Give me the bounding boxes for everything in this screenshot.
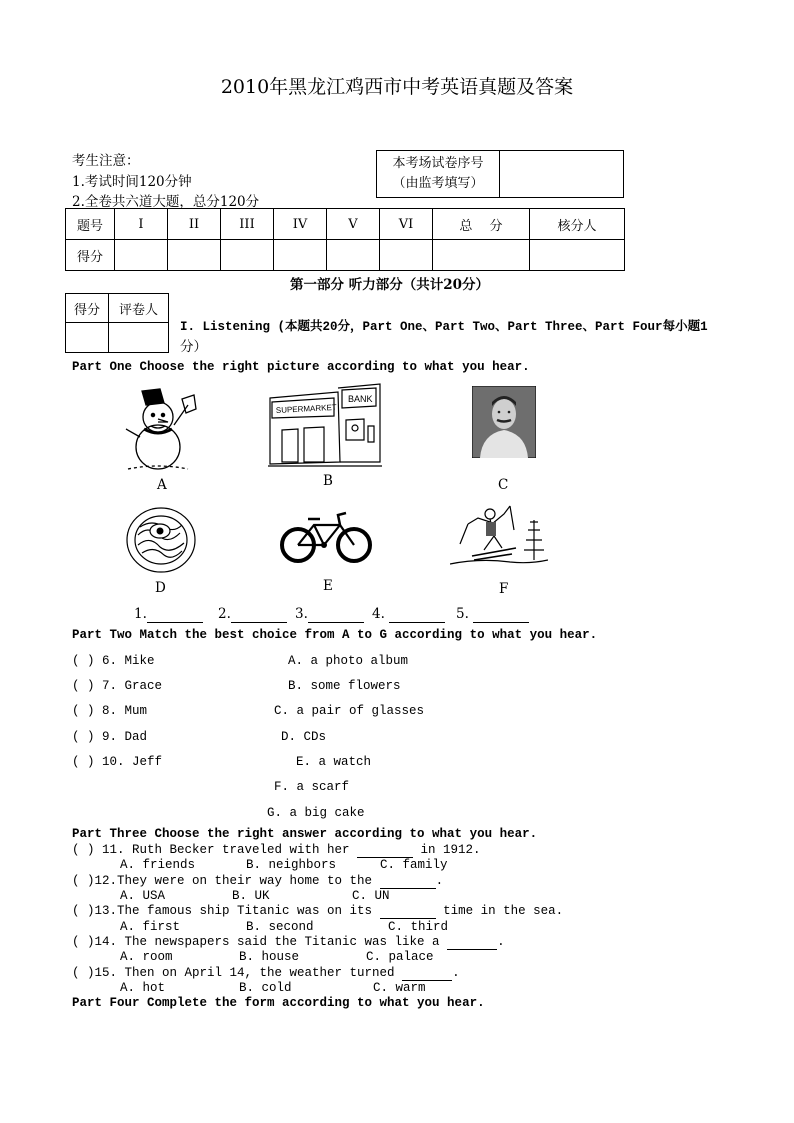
score-cell[interactable]	[380, 240, 433, 271]
score-row-label: 得分	[66, 240, 115, 271]
score-cell[interactable]	[530, 240, 625, 271]
answer-number: 3.	[295, 606, 308, 622]
option: B. neighbors	[246, 858, 337, 872]
question-text: time in the sea.	[435, 904, 564, 918]
question-text: ( )14. The newspapers said the Titanic was like a	[72, 935, 448, 949]
question-text: ( )15. Then on April 14, the weather turned	[72, 966, 403, 980]
question	[72, 966, 460, 981]
score-cell[interactable]	[327, 240, 380, 271]
question-text: ( )13.The famous ship Titanic was on its	[72, 904, 380, 918]
answer-number: 2.	[218, 606, 231, 622]
bicycle-icon	[278, 505, 374, 565]
skier-icon	[450, 500, 548, 570]
match-item: ( ) 10. Jeff	[72, 755, 163, 769]
question-blank[interactable]	[380, 904, 436, 919]
question	[72, 843, 481, 858]
score-header: 核分人	[530, 209, 625, 240]
option: B. second	[246, 920, 314, 934]
answer-blank[interactable]	[231, 606, 287, 623]
score-header: 题号	[66, 209, 115, 240]
question-text: .	[497, 935, 505, 949]
match-item: ( ) 9. Dad	[72, 730, 148, 744]
score-header: IV	[274, 209, 327, 240]
option: B. cold	[239, 981, 292, 995]
picture-letter: A	[157, 477, 167, 493]
grader-box	[65, 293, 169, 353]
question-blank[interactable]	[447, 935, 497, 950]
part-heading: 第一部分 听力部分（共计20分）	[290, 277, 489, 293]
option: C. third	[388, 920, 449, 934]
match-item: ( ) 6. Mike	[72, 654, 155, 668]
notice-heading: 考生注意：	[72, 153, 140, 169]
answer-blank[interactable]	[389, 606, 445, 623]
question	[72, 935, 505, 950]
answer-line	[456, 606, 529, 623]
option: B. UK	[232, 889, 270, 903]
serial-box	[376, 150, 624, 198]
option: C. warm	[373, 981, 426, 995]
option: C. family	[380, 858, 448, 872]
score-header: II	[168, 209, 221, 240]
serial-field[interactable]	[500, 151, 624, 198]
supermarket-bank-icon	[268, 382, 382, 468]
bank-sign: BANK	[348, 394, 373, 404]
grader-label: 评卷人	[109, 294, 169, 323]
question-blank[interactable]	[380, 874, 436, 889]
option: A. friends	[120, 858, 196, 872]
option: A. hot	[120, 981, 166, 995]
question-blank[interactable]	[357, 843, 413, 858]
snowman-icon	[118, 385, 204, 475]
part-two-heading: Part Two Match the best choice from A to G according to what you hear.	[72, 628, 598, 642]
score-header: V	[327, 209, 380, 240]
part-three-heading: Part Three Choose the right answer according to what you hear.	[72, 827, 538, 841]
question	[72, 874, 443, 889]
notice-line: 2.全卷共六道大题，总分120分	[72, 194, 260, 210]
market-sign: SUPERMARKET	[275, 402, 337, 415]
section-title-cont: 分）	[180, 339, 207, 355]
grader-cell[interactable]	[109, 323, 169, 353]
match-choice: C. a pair of glasses	[274, 704, 425, 718]
picture-letter: B	[323, 473, 333, 489]
match-choice: D. CDs	[281, 730, 327, 744]
option: A. first	[120, 920, 181, 934]
score-header: I	[115, 209, 168, 240]
score-cell[interactable]	[115, 240, 168, 271]
answer-line	[134, 606, 203, 623]
option: C. palace	[366, 950, 434, 964]
grader-score-label: 得分	[66, 294, 109, 323]
notice-line: 1.考试时间120分钟	[72, 174, 192, 190]
answer-number: 5.	[456, 606, 469, 622]
serial-sublabel: （由监考填写）	[392, 176, 484, 191]
part-four-heading: Part Four Complete the form according to what you hear.	[72, 996, 485, 1010]
option: A. room	[120, 950, 173, 964]
picture-letter: E	[323, 578, 333, 594]
option: A. USA	[120, 889, 166, 903]
option: B. house	[239, 950, 300, 964]
picture-letter: D	[155, 580, 166, 596]
question-blank[interactable]	[402, 966, 452, 981]
score-header: 总 分	[433, 209, 530, 240]
answer-number: 4.	[372, 606, 385, 622]
portrait-icon	[472, 386, 536, 458]
question-text: ( ) 11. Ruth Becker traveled with her	[72, 843, 358, 857]
serial-label: 本考场试卷序号	[392, 156, 484, 171]
question-text: in 1912.	[413, 843, 481, 857]
question-text: ( )12.They were on their way home to the	[72, 874, 380, 888]
match-choice: B. some flowers	[288, 679, 401, 693]
picture-letter: C	[498, 477, 509, 493]
score-table	[65, 208, 625, 271]
question-text: .	[435, 874, 444, 888]
answer-blank[interactable]	[147, 606, 203, 623]
part-one-heading: Part One Choose the right picture according to what you hear.	[72, 360, 530, 374]
match-item: ( ) 8. Mum	[72, 704, 148, 718]
answer-line	[372, 606, 445, 623]
match-item: ( ) 7. Grace	[72, 679, 163, 693]
question-text: .	[452, 966, 460, 980]
score-cell[interactable]	[221, 240, 274, 271]
answer-line	[218, 606, 287, 623]
question	[72, 904, 563, 919]
match-choice: G. a big cake	[267, 806, 365, 820]
noodle-bowl-icon	[124, 505, 198, 575]
score-cell[interactable]	[168, 240, 221, 271]
picture-letter: F	[499, 581, 509, 597]
match-choice: F. a scarf	[274, 780, 350, 794]
answer-number: 1.	[134, 606, 147, 622]
answer-blank[interactable]	[473, 606, 529, 623]
match-choice: A. a photo album	[288, 654, 409, 668]
score-header: VI	[380, 209, 433, 240]
section-title: I. Listening (本题共20分，Part One、Part Two、Part Three、Part Four每小题1	[180, 320, 708, 334]
page-title: 2010年黑龙江鸡西市中考英语真题及答案	[220, 76, 574, 98]
score-cell[interactable]	[274, 240, 327, 271]
answer-blank[interactable]	[308, 606, 364, 623]
score-header: III	[221, 209, 274, 240]
grader-score-cell[interactable]	[66, 323, 109, 353]
option: C. UN	[352, 889, 390, 903]
match-choice: E. a watch	[296, 755, 372, 769]
answer-line	[295, 606, 364, 623]
score-cell[interactable]	[433, 240, 530, 271]
